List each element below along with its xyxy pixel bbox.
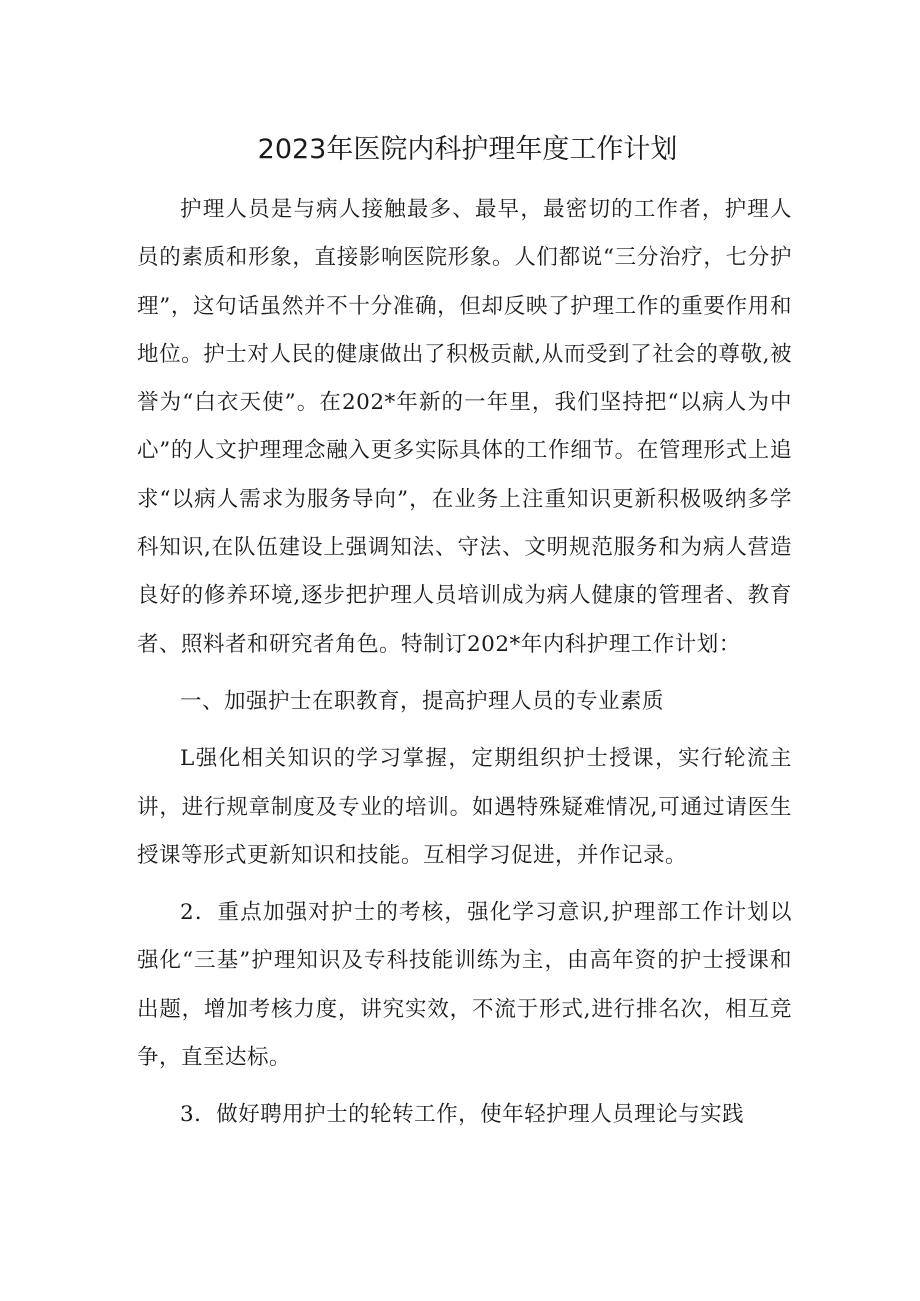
list-item-2: 2．重点加强对护士的考核，强化学习意识,护理部工作计划以强化“三基”护理知识及专科技能训练为主，由高年资的护士授课和出题，增加考核力度，讲究实效，不流于形式,进行排名次，相互竞争，直至达标。 <box>137 900 792 1071</box>
list-item-1: L强化相关知识的学习掌握，定期组织护士授课，实行轮流主讲，进行规章制度及专业的培训。如遇特殊疑难情况,可通过请医生授课等形式更新知识和技能。互相学习促进，并作记录。 <box>137 746 792 868</box>
list-item-3: 3．做好聘用护士的轮转工作，使年轻护理人员理论与实践 <box>180 1102 745 1128</box>
document-title: 2023年医院内科护理年度工作计划 <box>257 134 678 165</box>
intro-paragraph: 护理人员是与病人接触最多、最早，最密切的工作者，护理人员的素质和形象，直接影响医院形象。人们都说“三分治疗，七分护理”，这句话虽然并不十分准确，但却反映了护理工作的重要作用和地位。护士对人民的健康做出了积极贡献,从而受到了社会的尊敬,被誉为“白衣天使”。在202*年新的一年里，我们坚持把“以病人为中心”的人文护理理念融入更多实际具体的工作细节。在管理形式上追求“以病人需求为服务导向”，在业务上注重知识更新积极吸纳多学科知识,在队伍建设上强调知法、守法、文明规范服务和为病人营造良好的修养环境,逐步把护理人员培训成为病人健康的管理者、教育者、照料者和研究者角色。特制订202*年内科护理工作计划： <box>137 197 792 657</box>
section-heading-1: 一、加强护士在职教育，提高护理人员的专业素质 <box>180 688 665 714</box>
